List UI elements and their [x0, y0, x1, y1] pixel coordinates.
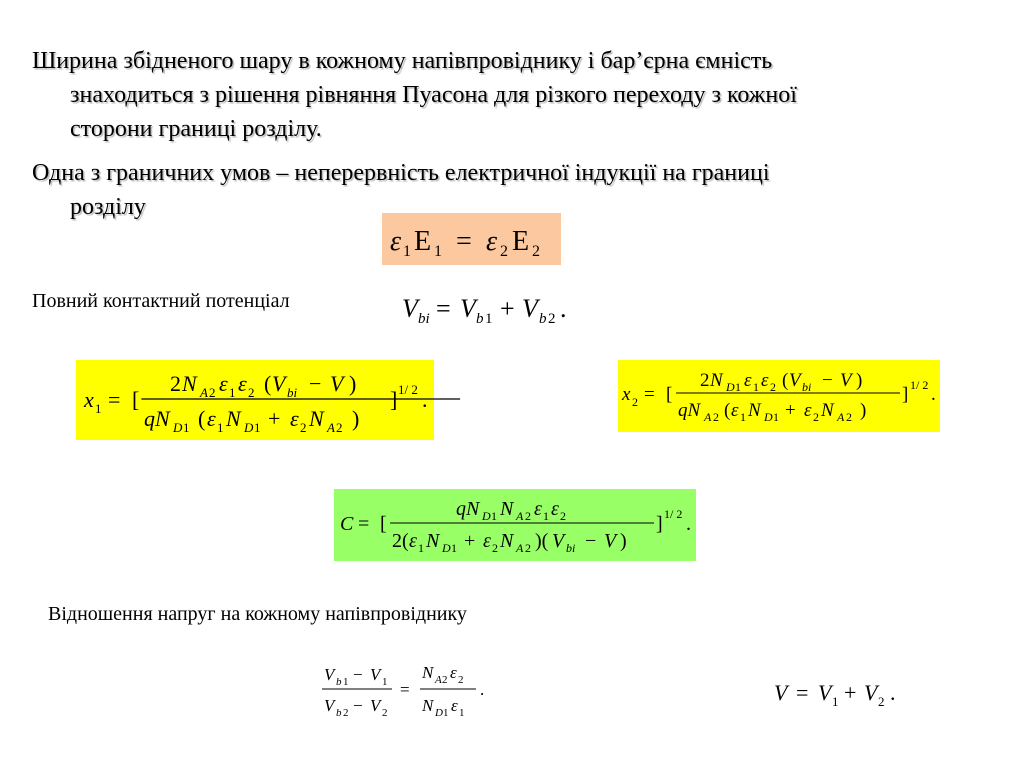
svg-text:D: D — [244, 420, 254, 435]
svg-text:1: 1 — [451, 541, 457, 555]
svg-text:2: 2 — [336, 420, 343, 435]
svg-text:bi: bi — [287, 385, 298, 400]
svg-text:V: V — [789, 370, 801, 391]
svg-text:A: A — [704, 410, 712, 424]
svg-text:)(: )( — [535, 530, 549, 552]
svg-text:1: 1 — [485, 311, 493, 327]
svg-text:1: 1 — [403, 243, 411, 260]
svg-text:): ) — [620, 530, 627, 552]
svg-text:2: 2 — [700, 370, 710, 391]
svg-text:N: N — [748, 400, 761, 421]
svg-text:1/ 2: 1/ 2 — [910, 378, 929, 392]
svg-text:1: 1 — [183, 420, 190, 435]
svg-text:V: V — [604, 530, 617, 552]
svg-text:ε: ε — [409, 530, 417, 552]
svg-text:E: E — [414, 226, 432, 257]
svg-text:+: + — [268, 406, 281, 431]
svg-text:ε: ε — [744, 370, 752, 391]
svg-text:ε: ε — [483, 530, 491, 552]
svg-text:N: N — [182, 371, 197, 396]
svg-text:V: V — [460, 294, 476, 323]
svg-text:V: V — [840, 370, 852, 391]
svg-text:ε: ε — [731, 400, 739, 421]
svg-text:V: V — [370, 665, 381, 684]
svg-text:1: 1 — [543, 509, 549, 523]
svg-text:C: C — [340, 513, 354, 535]
svg-text:qN: qN — [678, 400, 701, 421]
svg-text:(: ( — [724, 400, 731, 421]
svg-text:N: N — [309, 406, 324, 431]
svg-text:A: A — [327, 420, 335, 435]
svg-text:x: x — [622, 384, 631, 405]
boundary-condition-equation — [382, 213, 561, 265]
svg-text:1: 1 — [832, 694, 839, 709]
svg-text:(: ( — [198, 406, 206, 431]
svg-text:2: 2 — [209, 385, 216, 400]
svg-text:2(: 2( — [392, 530, 409, 552]
svg-text:D: D — [764, 410, 773, 424]
svg-text:ε: ε — [390, 226, 402, 257]
svg-text:2: 2 — [548, 311, 556, 327]
svg-text:V: V — [864, 680, 878, 705]
svg-text:2: 2 — [343, 707, 349, 719]
svg-text:D: D — [435, 707, 443, 719]
svg-text:2: 2 — [170, 371, 181, 396]
svg-text:D: D — [726, 380, 735, 394]
svg-text:A: A — [435, 674, 442, 686]
svg-text:b: b — [476, 311, 484, 327]
svg-text:A: A — [516, 541, 524, 555]
svg-text:]: ] — [390, 387, 398, 412]
svg-text:[: [ — [380, 513, 387, 535]
svg-text:N: N — [821, 400, 834, 421]
svg-text:b: b — [539, 311, 547, 327]
svg-text:=: = — [456, 226, 472, 257]
svg-text:−: − — [822, 370, 833, 391]
svg-text:=: = — [358, 513, 370, 535]
svg-text:=: = — [644, 384, 655, 405]
capacitance-equation — [334, 489, 696, 561]
svg-text:2: 2 — [532, 243, 540, 260]
svg-text:N: N — [500, 498, 514, 520]
svg-text:2: 2 — [560, 509, 566, 523]
voltage-ratio-equation — [318, 656, 508, 724]
svg-text:.: . — [480, 680, 485, 699]
svg-text:ε: ε — [486, 226, 498, 257]
contact-potential-label: Повний контактний потенціал — [32, 290, 290, 312]
paragraph-line: сторони границі розділу. — [70, 116, 322, 142]
svg-text:A: A — [516, 509, 524, 523]
svg-text:bi: bi — [802, 380, 812, 394]
svg-text:V: V — [552, 530, 565, 552]
svg-text:−: − — [353, 665, 363, 684]
svg-text:1: 1 — [773, 410, 779, 424]
svg-text:2: 2 — [492, 541, 498, 555]
contact-potential-equation — [396, 288, 596, 328]
svg-text:): ) — [352, 406, 360, 431]
svg-text:ε: ε — [207, 406, 216, 431]
paragraph-line: Одна з граничних умов – неперервність електричної індукції на границі — [32, 160, 770, 186]
svg-text:2: 2 — [770, 380, 776, 394]
svg-text:1: 1 — [382, 676, 388, 688]
svg-text:2: 2 — [442, 674, 448, 686]
svg-text:[: [ — [666, 384, 673, 405]
svg-text:N: N — [500, 530, 514, 552]
svg-text:V: V — [324, 665, 335, 684]
svg-text:.: . — [422, 387, 428, 412]
svg-text:N: N — [710, 370, 723, 391]
svg-text:N: N — [422, 696, 434, 715]
svg-text:V: V — [818, 680, 832, 705]
svg-text:N: N — [422, 663, 434, 682]
svg-text:V: V — [402, 294, 418, 323]
svg-text:D: D — [173, 420, 183, 435]
svg-text:1/ 2: 1/ 2 — [398, 382, 418, 397]
paragraph-line: Ширина збідненого шару в кожному напівпровіднику і бар’єрна ємність — [32, 48, 773, 74]
svg-text:2: 2 — [846, 410, 852, 424]
svg-text:): ) — [349, 371, 357, 396]
paragraph-depletion-width — [32, 44, 952, 146]
svg-text:−: − — [585, 530, 597, 552]
svg-text:=: = — [436, 294, 451, 323]
svg-text:1: 1 — [434, 243, 442, 260]
svg-text:.: . — [890, 680, 896, 705]
svg-text:): ) — [860, 400, 867, 421]
svg-text:1: 1 — [229, 385, 236, 400]
svg-text:=: = — [796, 680, 809, 705]
svg-text:2: 2 — [713, 410, 719, 424]
svg-text:1: 1 — [418, 541, 424, 555]
svg-text:N: N — [426, 530, 440, 552]
svg-text:=: = — [108, 387, 121, 412]
svg-text:1: 1 — [753, 380, 759, 394]
svg-text:2: 2 — [525, 509, 531, 523]
svg-text:bi: bi — [418, 311, 430, 327]
svg-text:ε: ε — [451, 696, 458, 715]
svg-text:bi: bi — [566, 541, 576, 555]
svg-text:1/ 2: 1/ 2 — [664, 507, 683, 521]
svg-text:2: 2 — [813, 410, 819, 424]
svg-text:2: 2 — [878, 694, 885, 709]
svg-text:(: ( — [782, 370, 789, 391]
svg-text:2: 2 — [458, 674, 464, 686]
svg-text:1: 1 — [217, 420, 224, 435]
svg-text:V: V — [774, 680, 788, 705]
svg-text:x: x — [84, 387, 94, 412]
svg-text:ε: ε — [219, 371, 228, 396]
svg-text:2: 2 — [632, 395, 638, 409]
paragraph-line: розділу — [70, 194, 146, 220]
svg-text:1: 1 — [343, 676, 349, 688]
svg-text:]: ] — [902, 384, 909, 405]
svg-text:D: D — [442, 541, 451, 555]
svg-text:V: V — [330, 371, 344, 396]
svg-text:1: 1 — [740, 410, 746, 424]
svg-text:ε: ε — [551, 498, 559, 520]
svg-text:[: [ — [132, 387, 140, 412]
svg-text:.: . — [560, 294, 567, 323]
svg-text:1: 1 — [459, 707, 465, 719]
svg-text:1: 1 — [491, 509, 497, 523]
svg-text:+: + — [464, 530, 476, 552]
svg-text:V: V — [272, 371, 286, 396]
paragraph-line: знаходиться з рішення рівняння Пуасона для різкого переходу з кожної — [70, 82, 797, 108]
svg-text:.: . — [931, 384, 936, 405]
svg-text:N: N — [226, 406, 241, 431]
svg-text:E: E — [512, 226, 530, 257]
svg-text:V: V — [522, 294, 538, 323]
svg-text:ε: ε — [534, 498, 542, 520]
x1-width-equation — [76, 360, 434, 440]
x2-width-equation — [618, 360, 940, 432]
svg-text:2: 2 — [248, 385, 255, 400]
svg-text:V: V — [370, 696, 381, 715]
voltage-ratio-label: Відношення напруг на кожному напівпровіднику — [48, 603, 467, 625]
svg-text:]: ] — [656, 513, 663, 535]
svg-text:1: 1 — [735, 380, 741, 394]
svg-text:b: b — [336, 707, 342, 719]
svg-text:ε: ε — [290, 406, 299, 431]
svg-text:2: 2 — [525, 541, 531, 555]
svg-text:A: A — [200, 385, 208, 400]
svg-text:ε: ε — [804, 400, 812, 421]
svg-text:b: b — [336, 676, 342, 688]
svg-text:−: − — [353, 696, 363, 715]
svg-text:V: V — [324, 696, 335, 715]
svg-text:−: − — [309, 371, 322, 396]
svg-text:): ) — [856, 370, 863, 391]
svg-text:2: 2 — [500, 243, 508, 260]
svg-text:1: 1 — [254, 420, 261, 435]
boundary-condition-svg — [382, 213, 561, 265]
svg-text:2: 2 — [382, 707, 388, 719]
svg-text:1: 1 — [95, 401, 102, 416]
svg-text:+: + — [785, 400, 796, 421]
svg-text:=: = — [400, 680, 410, 699]
svg-text:2: 2 — [300, 420, 307, 435]
svg-text:+: + — [500, 294, 515, 323]
svg-text:ε: ε — [450, 663, 457, 682]
svg-text:ε: ε — [761, 370, 769, 391]
svg-text:.: . — [686, 513, 691, 535]
equation-box-background — [334, 489, 696, 561]
svg-text:qN: qN — [456, 498, 480, 520]
svg-text:A: A — [837, 410, 845, 424]
svg-text:qN: qN — [144, 406, 170, 431]
svg-text:+: + — [844, 680, 857, 705]
svg-text:(: ( — [264, 371, 272, 396]
total-voltage-equation — [770, 676, 910, 712]
svg-text:1: 1 — [443, 707, 449, 719]
svg-text:ε: ε — [238, 371, 247, 396]
svg-text:D: D — [482, 509, 491, 523]
